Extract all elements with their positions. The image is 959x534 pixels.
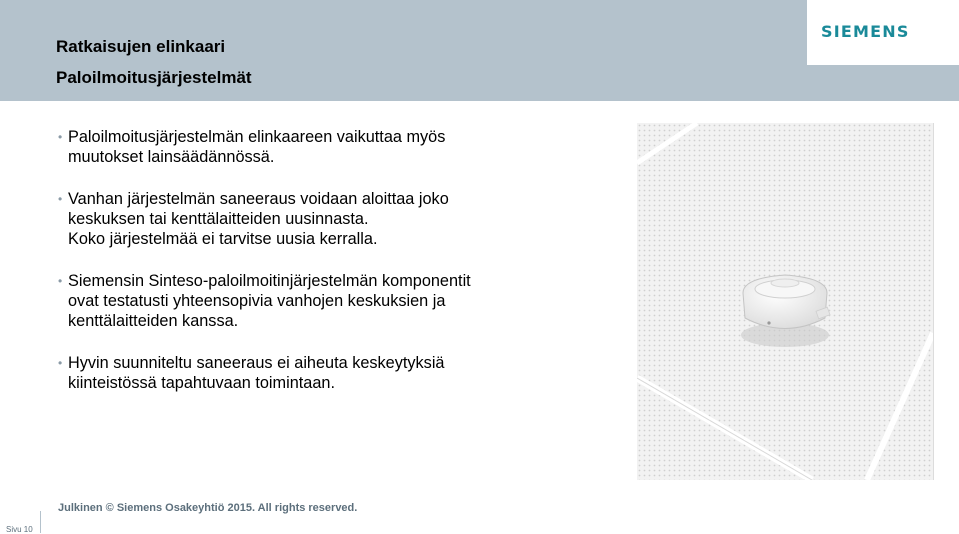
bullet-dot-icon: • bbox=[58, 192, 63, 206]
bullet-line: Vanhan järjestelmän saneeraus voidaan aloittaa joko bbox=[68, 190, 449, 208]
page-subtitle: Paloilmoitusjärjestelmät bbox=[56, 68, 252, 87]
bullet-line: Paloilmoitusjärjestelmän elinkaareen vaikuttaa myös bbox=[68, 128, 446, 146]
bullet-line: kiinteistössä tapahtuvaan toimintaan. bbox=[68, 374, 335, 392]
smoke-detector-photo bbox=[637, 123, 934, 480]
smoke-detector-illustration bbox=[637, 123, 933, 480]
bullet-item bbox=[58, 189, 618, 249]
bullet-line: muutokset lainsäädännössä. bbox=[68, 148, 275, 166]
bullet-line: ovat testatusti yhteensopivia vanhojen keskuksien ja bbox=[68, 292, 446, 310]
bullet-line: Siemensin Sinteso-paloilmoitinjärjestelmän komponentit bbox=[68, 272, 471, 290]
bullet-line: Koko järjestelmää ei tarvitse uusia kerralla. bbox=[68, 230, 378, 248]
bullet-list bbox=[58, 127, 618, 415]
bullet-dot-icon: • bbox=[58, 356, 63, 370]
bullet-line: Hyvin suunniteltu saneeraus ei aiheuta keskeytyksiä bbox=[68, 354, 445, 372]
page-title: Ratkaisujen elinkaari bbox=[56, 37, 226, 56]
bullet-line: keskuksen tai kenttälaitteiden uusinnasta. bbox=[68, 210, 369, 228]
bullet-item bbox=[58, 127, 618, 167]
bullet-line: kenttälaitteiden kanssa. bbox=[68, 312, 239, 330]
footer-copyright: Julkinen © Siemens Osakeyhtiö 2015. All rights reserved. bbox=[58, 502, 358, 514]
bullet-item bbox=[58, 353, 618, 393]
page-number: Sivu 10 bbox=[6, 525, 33, 534]
siemens-logo: SIEMENS bbox=[821, 22, 910, 41]
footer-divider bbox=[40, 511, 41, 533]
bullet-dot-icon: • bbox=[58, 274, 63, 288]
bullet-item bbox=[58, 271, 618, 331]
bullet-dot-icon: • bbox=[58, 130, 63, 144]
smoke-detector-icon bbox=[741, 275, 830, 347]
